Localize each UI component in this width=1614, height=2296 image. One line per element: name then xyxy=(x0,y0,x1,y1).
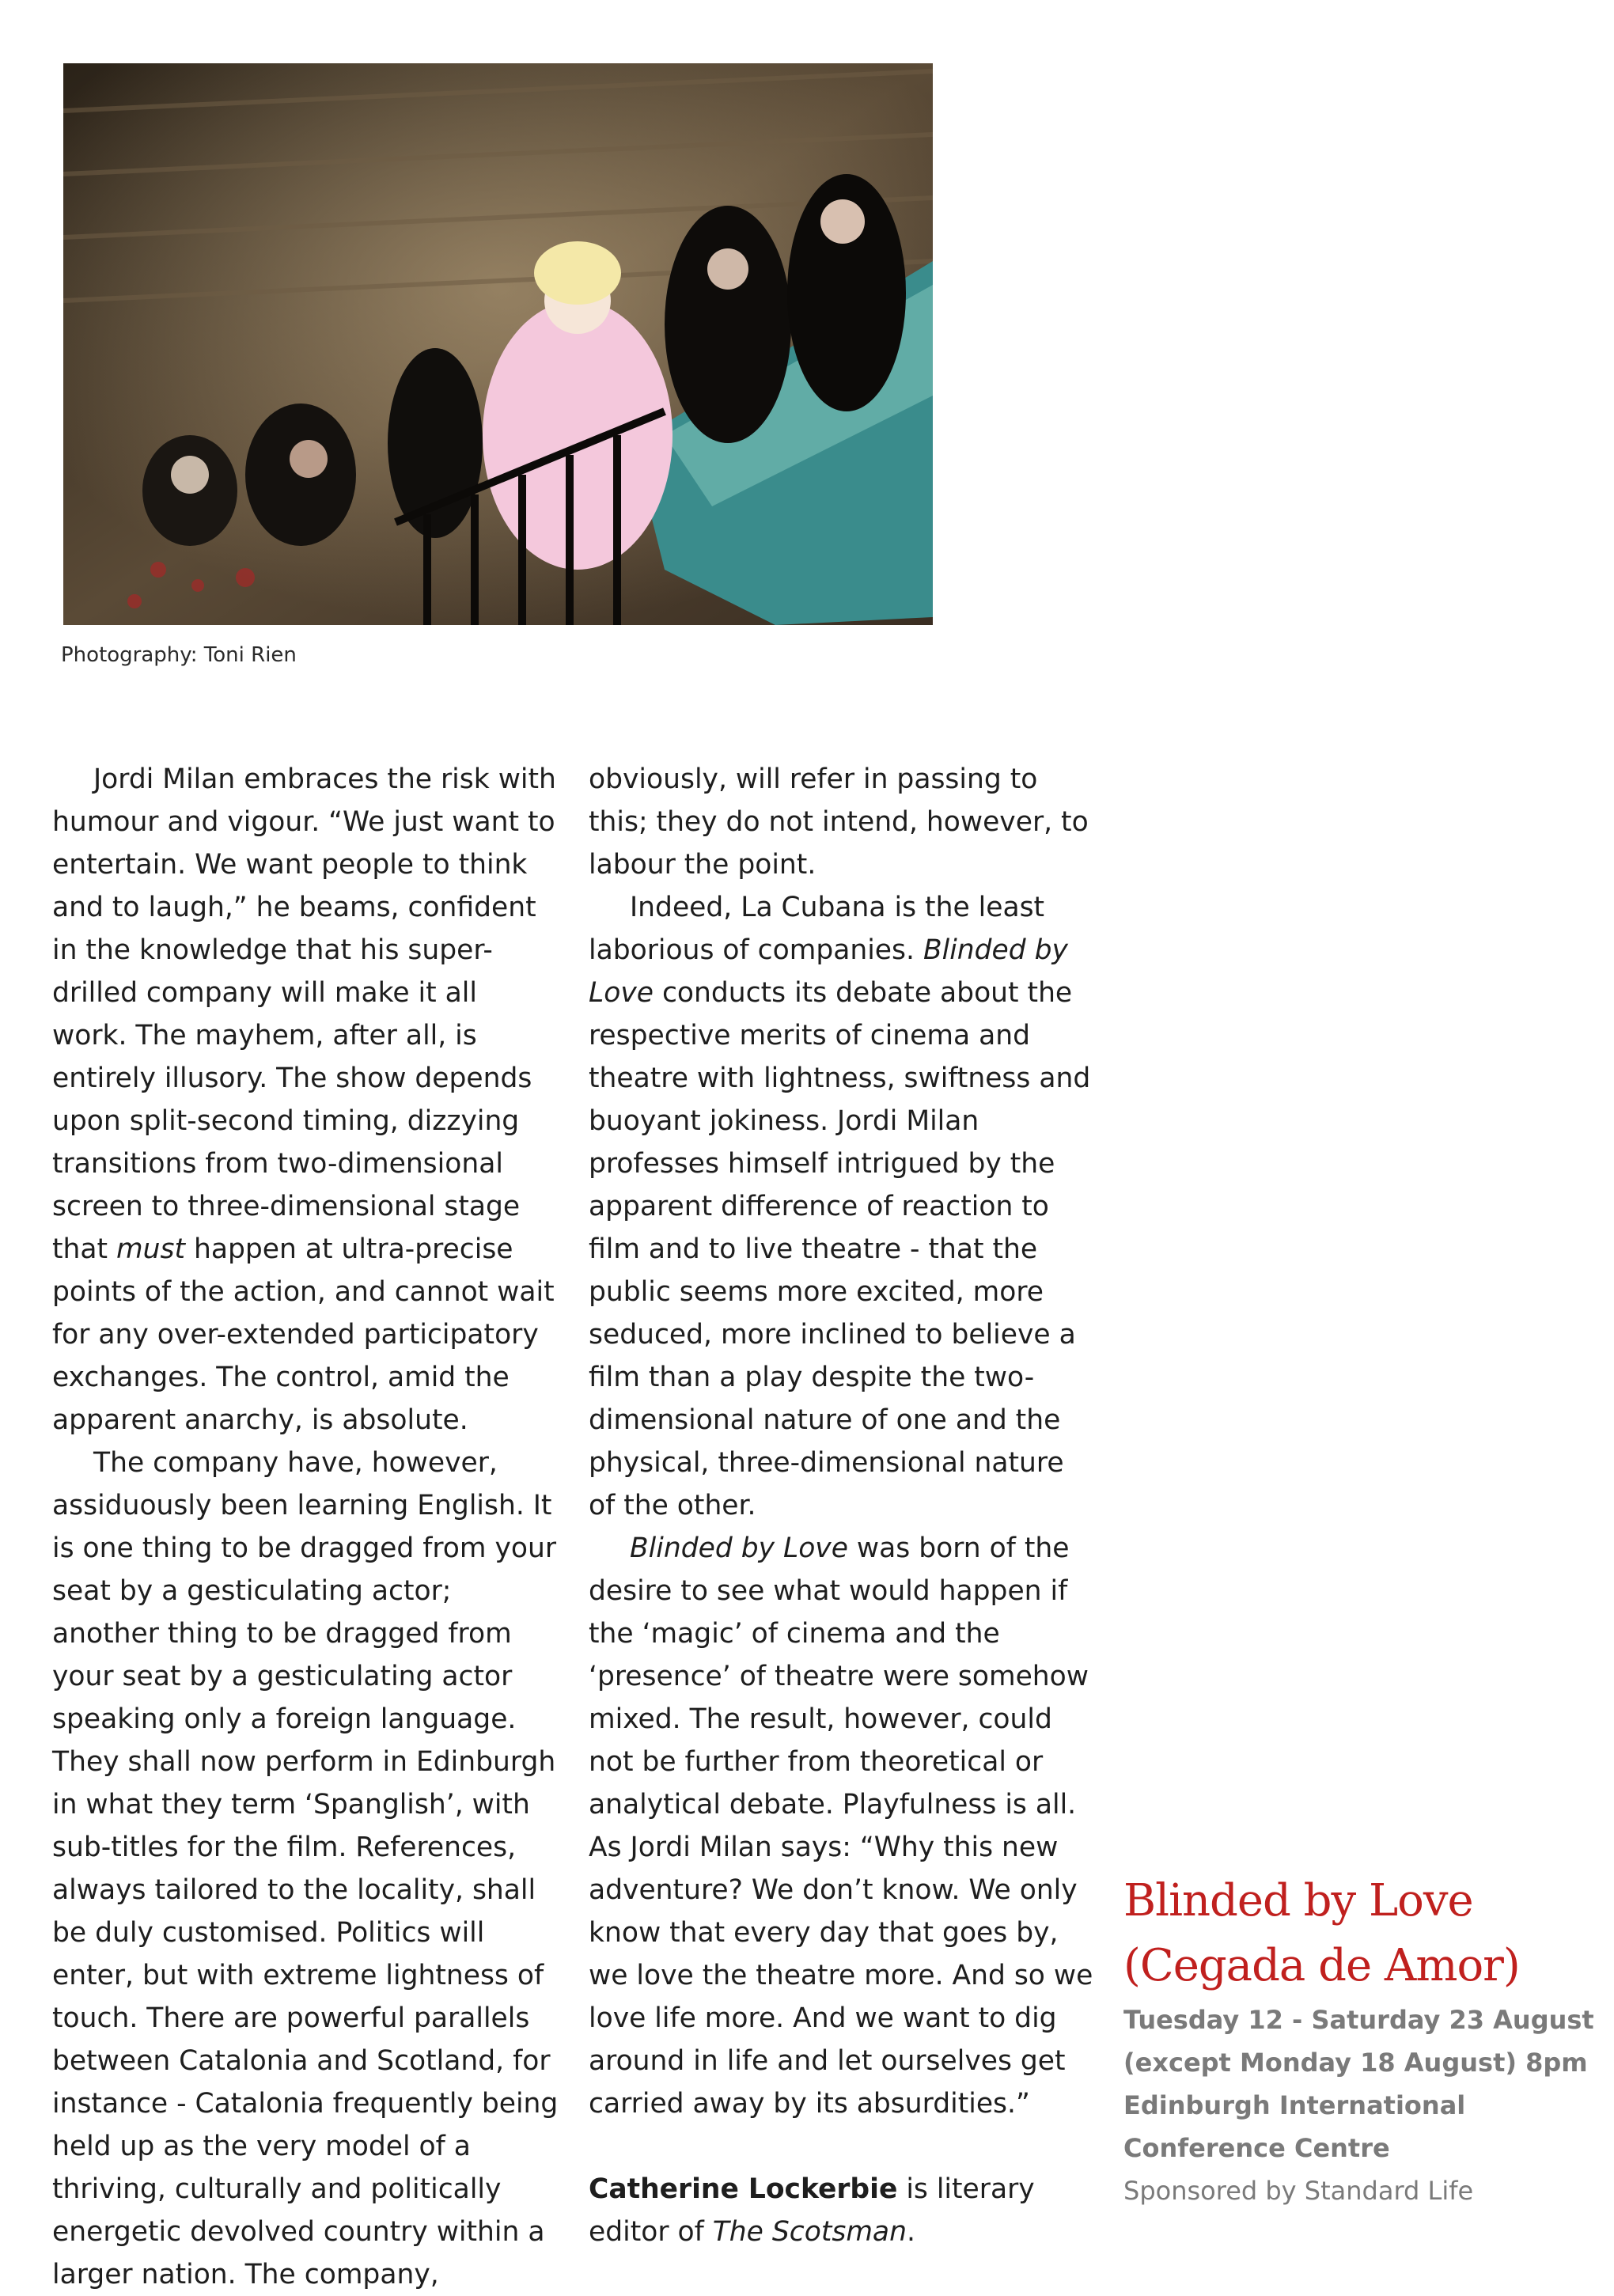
show-title-italic: Blinded by Love xyxy=(589,934,1068,1009)
event-details xyxy=(1123,1999,1598,2212)
performers-on-balcony-photo xyxy=(63,63,933,625)
paragraph-text: happen at ultra-precise points of the action, and cannot wait for any over-extended participatory exchanges. The control, amid the apparent anarchy, is absolute. xyxy=(52,1233,555,1436)
show-title-italic: Blinded by Love xyxy=(630,1533,848,1564)
event-venue: Edinburgh International Conference Centre xyxy=(1123,2090,1466,2163)
event-dates: Tuesday 12 - Saturday 23 August (except Monday 18 August) 8pm xyxy=(1123,2005,1594,2078)
article-column-1 xyxy=(52,758,559,2296)
paragraph: obviously, will refer in passing to this; they do not intend, however, to labour the point. xyxy=(589,763,1089,881)
paragraph xyxy=(52,758,559,1442)
event-sponsor: Sponsored by Standard Life xyxy=(1123,2176,1474,2206)
paragraph xyxy=(589,1527,1095,2125)
author-bio-text: is literary editor of xyxy=(589,2173,1035,2248)
author-bio xyxy=(589,2168,1095,2253)
event-title-line-1: Blinded by Love xyxy=(1123,1875,1473,1927)
event-title-line-2: (Cegada de Amor) xyxy=(1123,1940,1520,1991)
paragraph xyxy=(589,886,1095,1527)
photo-illustration xyxy=(63,63,933,625)
paragraph-text: was born of the desire to see what would happen if the ‘magic’ of cinema and the ‘presence’ of theatre were somehow mixed. The result, however, could not be further from theoretical or analytical debate. Playfulness is all. As Jordi Milan says: “Why this new adventure? We don’t know. We only know that every day that goes by, we love the theatre more. And so we love life more. And we want to dig around in life and let ourselves get carried away by its absurdities.” xyxy=(589,1533,1093,2120)
author-name: Catherine Lockerbie xyxy=(589,2173,898,2205)
paragraph-text: Jordi Milan embraces the risk with humour and vigour. “We just want to entertain. We want people to think and to laugh,” he beams, confident in the knowledge that his super-drilled company will make it all work. The mayhem, after all, is entirely illusory. The show depends upon split-second timing, dizzying transitions from two-dimensional screen to three-dimensional stage that xyxy=(52,763,556,1265)
author-bio-end: . xyxy=(906,2216,915,2248)
paragraph-text: conducts its debate about the respective merits of cinema and theatre with lightness, swiftness and buoyant jokiness. Jordi Milan professes himself intrigued by the apparent difference of reaction to film and to live theatre - that the public seems more excited, more seduced, more inclined to believe a film than a play despite the two-dimensional nature of one and the physical, three-dimensional nature of the other. xyxy=(589,977,1091,1521)
paragraph-text: Indeed, La Cubana is the least laborious of companies. xyxy=(589,892,1045,966)
article-column-2 xyxy=(589,758,1095,2253)
spacer xyxy=(589,2125,1095,2168)
emphasis-text: must xyxy=(116,1233,186,1265)
event-info-box xyxy=(1123,1869,1598,2212)
event-title xyxy=(1123,1869,1598,1999)
publication-name: The Scotsman xyxy=(712,2216,907,2248)
photo-caption: Photography: Toni Rien xyxy=(61,643,297,667)
paragraph: The company have, however, assiduously been learning English. It is one thing to be dragged from your seat by a gesticulating actor; another thing to be dragged from your seat by a gesticulating actor speaking only a foreign language. They shall now perform in Edinburgh in what they term ‘Spanglish’, with sub-titles for the film. References, always tailored to the locality, shall be duly customised. Politics will enter, but with extreme lightness of touch. There are powerful parallels between Catalonia and Scotland, for instance - Catalonia frequently being held up as the very model of a thriving, culturally and politically energetic devolved country within a larger nation. The company, xyxy=(52,1447,559,2290)
